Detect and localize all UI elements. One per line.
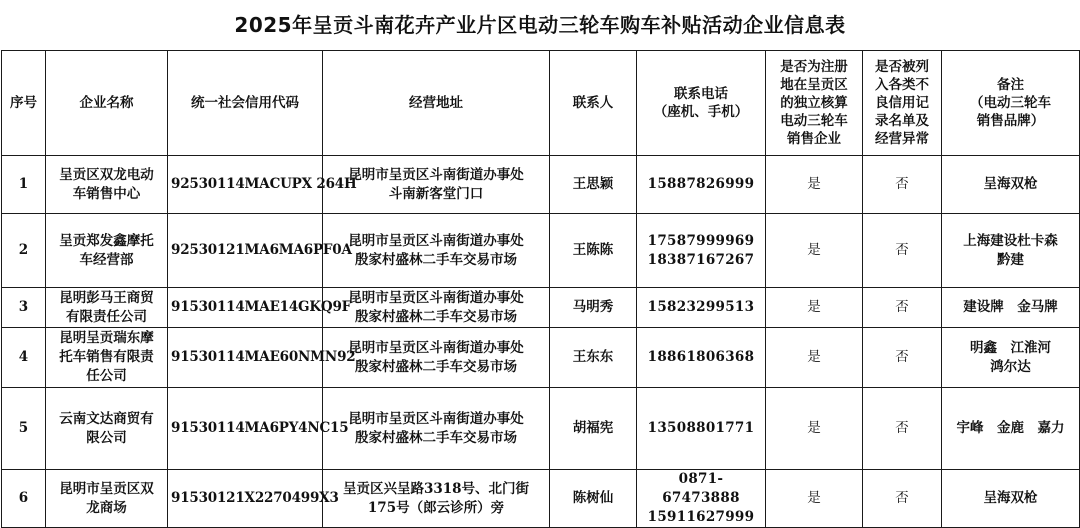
header-registered-line: 是否为注册 — [780, 59, 848, 75]
table-row — [2, 156, 1080, 214]
brand-line: 上海建设杜卡森 — [963, 232, 1058, 249]
header-company: 企业名称 — [46, 51, 168, 156]
header-registered-line: 销售企业 — [787, 131, 841, 147]
brand-remark — [942, 470, 1080, 528]
contact-person: 王陈陈 — [550, 214, 637, 288]
company-name — [46, 470, 168, 528]
brand-line: 呈海双枪 — [983, 176, 1038, 192]
header-remark — [942, 51, 1080, 156]
address-line: 呈贡区兴呈路3318号、北门街 — [342, 480, 530, 497]
table-row — [2, 328, 1080, 388]
brand-remark — [942, 156, 1080, 214]
header-phone — [637, 51, 766, 156]
header-contact: 联系人 — [550, 51, 637, 156]
header-credit-code: 统一社会信用代码 — [168, 51, 323, 156]
phone-line: 15823299513 — [647, 299, 755, 315]
table-row — [2, 388, 1080, 470]
brand-remark — [942, 328, 1080, 388]
phone-line: 15911627999 — [647, 509, 755, 525]
business-address — [323, 288, 550, 328]
header-registered-line: 的独立核算 — [780, 95, 848, 111]
business-address — [323, 214, 550, 288]
address-line: 殷家村盛林二手车交易市场 — [355, 358, 517, 375]
table-row — [2, 470, 1080, 528]
contact-person: 王思颖 — [550, 156, 637, 214]
company-name — [46, 214, 168, 288]
address-line: 175号（郎云诊所）旁 — [367, 499, 505, 516]
company-name-line: 车经营部 — [79, 251, 134, 268]
credit-code: 91530114MA6PY4NC15 — [168, 388, 323, 470]
phone-number — [637, 214, 766, 288]
address-line: 斗南新客堂门口 — [388, 185, 484, 202]
registered-value: 是 — [766, 214, 863, 288]
header-blacklisted — [863, 51, 942, 156]
company-name — [46, 388, 168, 470]
header-remark-line: 备注 — [997, 77, 1024, 93]
row-index: 3 — [2, 288, 46, 328]
address-line: 殷家村盛林二手车交易市场 — [355, 251, 517, 268]
phone-line: 18861806368 — [647, 349, 755, 365]
business-address — [323, 388, 550, 470]
contact-person: 王东东 — [550, 328, 637, 388]
header-blacklisted-line: 录名单及 — [875, 113, 929, 129]
table-row — [2, 214, 1080, 288]
header-address: 经营地址 — [323, 51, 550, 156]
phone-number — [637, 156, 766, 214]
brand-line: 鸿尔达 — [990, 358, 1031, 375]
company-name-line: 呈贡区双龙电动 — [59, 166, 154, 183]
phone-number — [637, 328, 766, 388]
header-registered-line: 电动三轮车 — [780, 113, 848, 129]
table-row — [2, 288, 1080, 328]
header-phone-line: （座机、手机） — [653, 104, 749, 120]
phone-number — [637, 388, 766, 470]
brand-remark — [942, 214, 1080, 288]
phone-line: 18387167267 — [647, 251, 755, 268]
header-phone-line: 联系电话 — [674, 86, 728, 102]
company-name-line: 呈贡郑发鑫摩托 — [59, 232, 154, 249]
blacklisted-value: 否 — [863, 470, 942, 528]
brand-remark — [942, 288, 1080, 328]
credit-code: 92530121MA6MA6PF0A — [168, 214, 323, 288]
phone-line: 15887826999 — [647, 176, 755, 192]
credit-code: 91530121X2270499X3 — [168, 470, 323, 528]
company-name-line: 车销售中心 — [72, 185, 141, 202]
company-name-line: 昆明彭马王商贸 — [59, 289, 154, 306]
row-index: 1 — [2, 156, 46, 214]
brand-line: 建设牌 金马牌 — [963, 299, 1058, 315]
table-title: 2025年呈贡斗南花卉产业片区电动三轮车购车补贴活动企业信息表 — [234, 13, 846, 37]
phone-line: 0871-67473888 — [662, 471, 740, 506]
brand-line: 呈海双枪 — [983, 490, 1038, 506]
address-line: 殷家村盛林二手车交易市场 — [355, 308, 517, 325]
row-index: 4 — [2, 328, 46, 388]
company-name-line: 限公司 — [86, 429, 127, 446]
registered-value: 是 — [766, 288, 863, 328]
blacklisted-value: 否 — [863, 388, 942, 470]
row-index: 2 — [2, 214, 46, 288]
header-blacklisted-line: 良信用记 — [875, 95, 929, 111]
registered-value: 是 — [766, 470, 863, 528]
company-name — [46, 156, 168, 214]
phone-line: 17587999969 — [647, 232, 755, 249]
header-registered — [766, 51, 863, 156]
header-row — [2, 51, 1080, 156]
phone-line: 13508801771 — [647, 420, 755, 436]
business-address — [323, 470, 550, 528]
company-name-line: 有限责任公司 — [66, 308, 147, 325]
contact-person: 胡福宪 — [550, 388, 637, 470]
registered-value: 是 — [766, 328, 863, 388]
company-name-line: 昆明市呈贡区双 — [59, 480, 154, 497]
header-registered-line: 地在呈贡区 — [780, 77, 848, 93]
contact-person: 马明秀 — [550, 288, 637, 328]
address-line: 昆明市呈贡区斗南街道办事处 — [348, 232, 524, 249]
header-remark-line: （电动三轮车 — [970, 95, 1051, 111]
registered-value: 是 — [766, 156, 863, 214]
registered-value: 是 — [766, 388, 863, 470]
company-name-line: 云南文达商贸有 — [59, 410, 154, 427]
blacklisted-value: 否 — [863, 214, 942, 288]
blacklisted-value: 否 — [863, 156, 942, 214]
brand-remark — [942, 388, 1080, 470]
credit-code: 92530114MACUPX 264H — [168, 156, 323, 214]
company-name-line: 昆明呈贡瑞东摩 — [59, 330, 154, 346]
address-line: 昆明市呈贡区斗南街道办事处 — [348, 289, 524, 306]
brand-line: 明鑫 江淮河 — [970, 339, 1051, 356]
header-blacklisted-line: 是否被列 — [875, 59, 929, 75]
credit-code: 91530114MAE60NMN92 — [168, 328, 323, 388]
company-name-line: 托车销售有限责 — [59, 349, 154, 365]
header-index: 序号 — [2, 51, 46, 156]
phone-number — [637, 470, 766, 528]
brand-line: 黔建 — [997, 251, 1024, 268]
address-line: 昆明市呈贡区斗南街道办事处 — [348, 166, 524, 183]
header-blacklisted-line: 经营异常 — [875, 131, 929, 147]
blacklisted-value: 否 — [863, 288, 942, 328]
enterprise-info-table — [1, 50, 1080, 528]
brand-line: 宇峰 金鹿 嘉力 — [956, 420, 1065, 436]
blacklisted-value: 否 — [863, 328, 942, 388]
company-name — [46, 288, 168, 328]
row-index: 5 — [2, 388, 46, 470]
credit-code: 91530114MAE14GKQ9F — [168, 288, 323, 328]
company-name-line: 任公司 — [86, 368, 127, 384]
company-name-line: 龙商场 — [86, 499, 127, 516]
header-blacklisted-line: 入各类不 — [875, 77, 929, 93]
phone-number — [637, 288, 766, 328]
address-line: 昆明市呈贡区斗南街道办事处 — [348, 339, 524, 356]
address-line: 昆明市呈贡区斗南街道办事处 — [348, 410, 524, 427]
header-remark-line: 销售品牌） — [976, 113, 1045, 129]
row-index: 6 — [2, 470, 46, 528]
company-name — [46, 328, 168, 388]
business-address — [323, 328, 550, 388]
contact-person: 陈树仙 — [550, 470, 637, 528]
address-line: 殷家村盛林二手车交易市场 — [355, 429, 517, 446]
